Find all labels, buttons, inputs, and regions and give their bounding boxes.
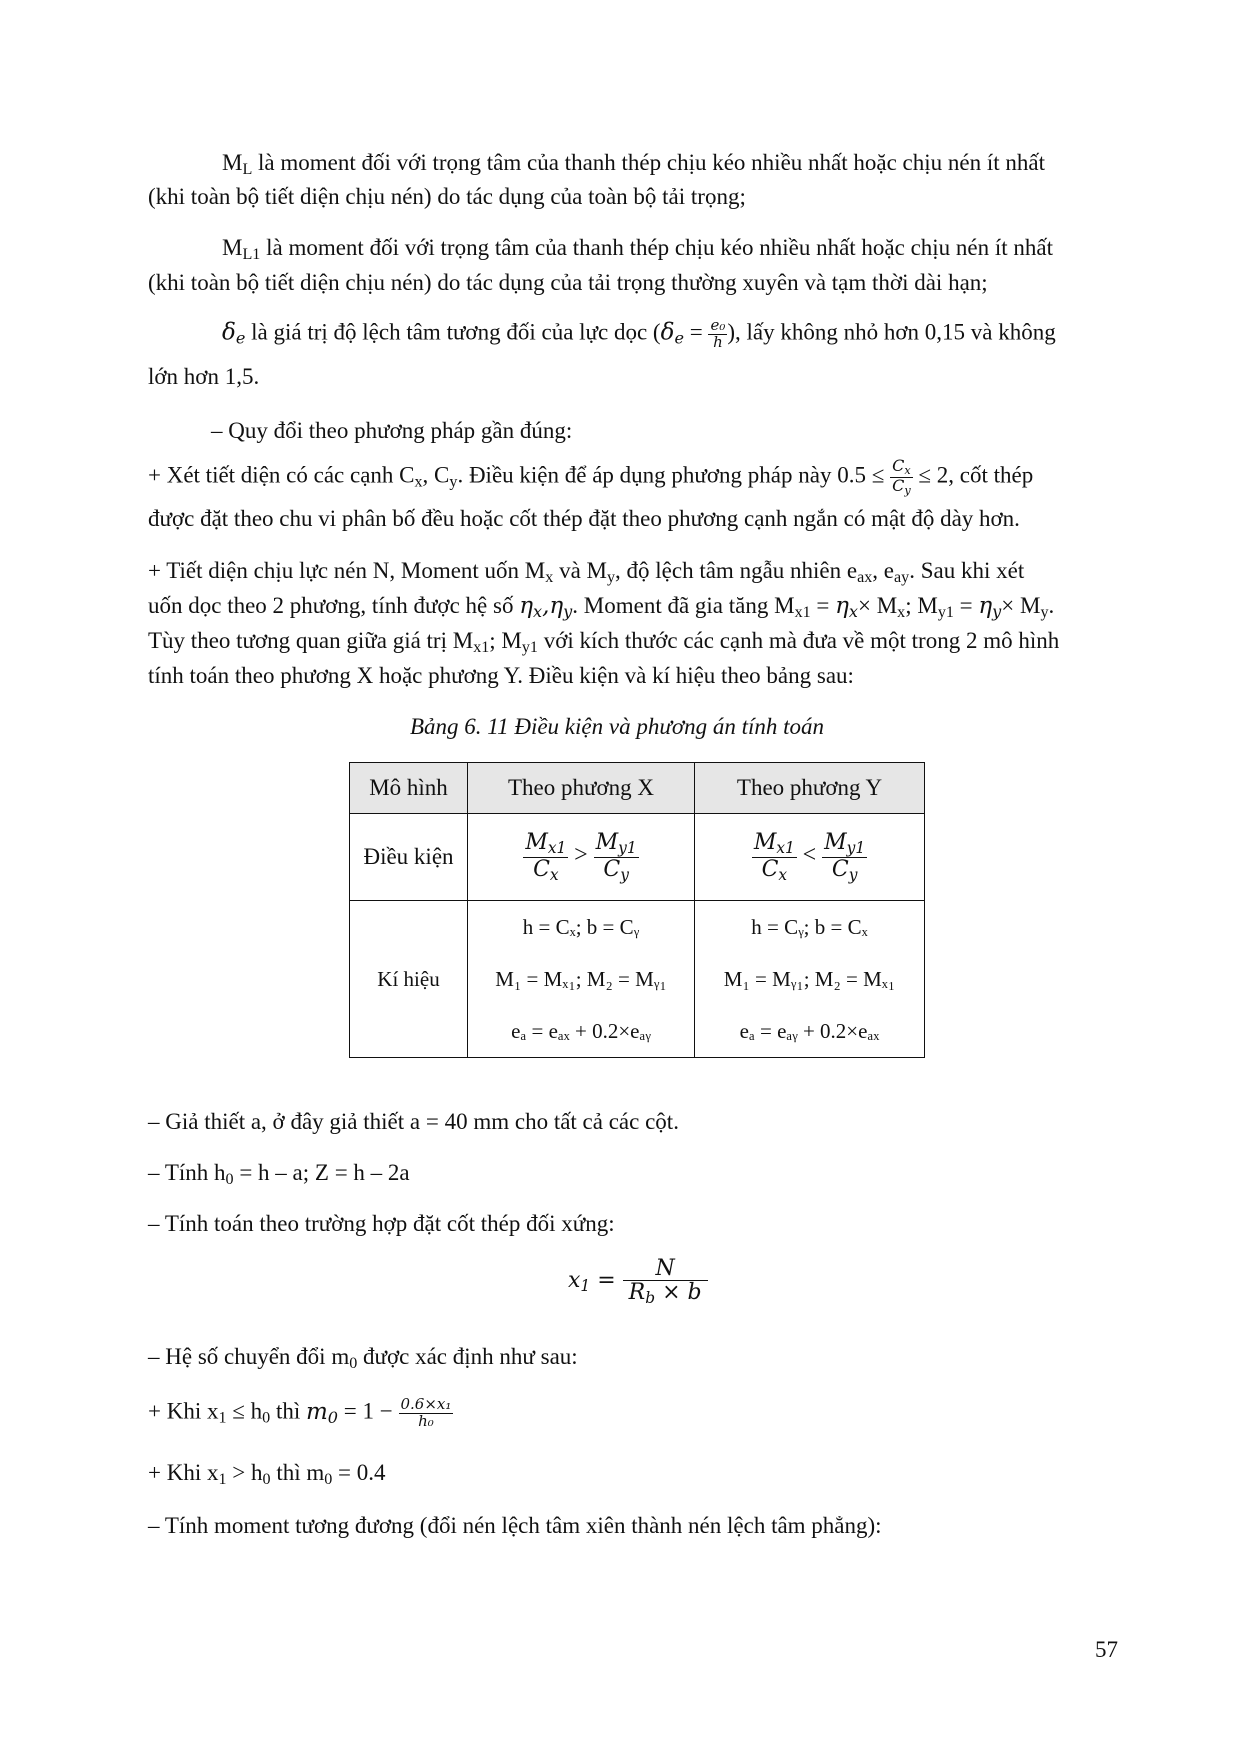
header-x: Theo phương X [468,763,695,814]
symbol-y-hb: h = Cᵧ; b = Cₓ [751,915,868,939]
condition-label: Điều kiện [350,814,468,901]
cx-cy-fraction: $\frac{C_x}{C_y}$ [892,456,911,497]
symbol-y-ea: eₐ = eₐᵧ + 0.2×eₐₓ [739,1019,880,1043]
para-delta-line2: lớn hơn 1,5. [148,364,260,389]
sec1-line2: được đặt theo chu vi phân bố đều hoặc cốt thép đặt theo phương cạnh ngắn có mật độ dày hơn. [148,506,1020,531]
symbols-y [695,901,925,1058]
header-model: Mô hình [350,763,468,814]
condition-x: $\frac{M_{x1}}{C_x}$ > $\frac{M_{y1}}{C_y}$ [468,814,695,901]
step-case2: + Khi $x_1 > h_0$ thì $m_0 = 0.4$ [148,1460,386,1489]
condition-y: $\frac{M_{x1}}{C_x}$ < $\frac{M_{y1}}{C_y}$ [695,814,925,901]
para-ml1-line2: (khi toàn bộ tiết diện chịu nén) do tác dụng của tải trọng thường xuyên và tạm thời dài hạn; [148,270,988,295]
step-m0-intro: – Hệ số chuyển đổi $m_0$ được xác định như sau: [148,1344,578,1373]
table-row-symbols [350,901,925,1058]
sec2-line1: + Tiết diện chịu lực nén N, Moment uốn $M_x$ và $M_y$, độ lệch tâm ngẫu nhiên $e_{ax}$, $e_{ay}$. Sau khi xét [148,558,1025,587]
m0-fraction: $\frac{\text{0.6×x₁}}{\text{h₀}}$ [400,1395,452,1430]
symbol-y-m: M₁ = Mᵧ₁; M₂ = Mₓ₁ [723,967,896,991]
sec2-line3: Tùy theo tương quan giữa giá trị $M_{x1}$; $M_{y1}$ với kích thước các cạnh mà đưa về một trong 2 mô hình [148,628,1060,657]
para-ml-line1: $M_L$ là moment đối với trọng tâm của thanh thép chịu kéo nhiều nhất hoặc chịu nén ít nhất [222,150,1045,179]
symbols-label: Kí hiệu [350,901,468,1058]
x1-formula: $x_1$ = $\frac{N}{R_b \times b}$ [568,1257,708,1306]
para-ml-line2: (khi toàn bộ tiết diện chịu nén) do tác dụng của toàn bộ tải trọng; [148,184,746,209]
symbol-x-m: M₁ = Mₓ₁; M₂ = Mᵧ₁ [495,967,667,991]
symbols-x [468,901,695,1058]
sec2-line2: uốn dọc theo 2 phương, tính được hệ số $\eta_x,\eta_y$. Moment đã gia tăng $M_{x1} = \eta_x\times M_x$; $M_{y1} = \eta_y\times M_y$. [148,593,1055,622]
step-case1: + Khi $x_1 \le h_0$ thì $m_0 = 1$ − $\frac{\text{0.6×x₁}}{\text{h₀}}$ [148,1395,452,1430]
table-row-condition [350,814,925,901]
step-assume-a: – Giả thiết a, ở đây giả thiết a = 40 mm cho tất cả các cột. [148,1109,679,1134]
symbol-x-hb: h = Cₓ; b = Cᵧ [522,915,640,939]
page-number: 57 [1095,1637,1118,1662]
sec1-line1: + Xét tiết diện có các cạnh $C_x$, $C_y$. Điều kiện để áp dụng phương pháp này 0.5 ≤ $\frac{C_x}{C_y}$ ≤ 2, cốt thép [148,456,1034,497]
header-y: Theo phương Y [695,763,925,814]
step-equivalent: – Tính moment tương đương (đổi nén lệch tâm xiên thành nén lệch tâm phẳng): [148,1513,882,1538]
step-h0: – Tính $h_0 = h - a$; Z = h – 2a [148,1160,410,1189]
symbol-x-ea: eₐ = eₐₓ + 0.2×eₐᵧ [511,1019,651,1043]
approx-heading: – Quy đổi theo phương pháp gần đúng: [211,418,573,443]
delta-fraction: $\frac{\text{e₀}}{h}$ [710,316,726,351]
step-symmetric: – Tính toán theo trường hợp đặt cốt thép đối xứng: [148,1211,615,1236]
para-delta-line1: $\delta_e$ là giá trị độ lệch tâm tương đối của lực dọc ($\delta_e$ = $\frac{\text{e₀}}{h}$ ), lấy không nhỏ hơn 0,15 và không [222,316,1056,351]
table-caption: Bảng 6. 11 Điều kiện và phương án tính toán [410,714,825,739]
para-ml1-line1: $M_{L1}$ là moment đối với trọng tâm của thanh thép chịu kéo nhiều nhất hoặc chịu nén ít nhất [222,235,1054,264]
sec2-line4: tính toán theo phương X hoặc phương Y. Điều kiện và kí hiệu theo bảng sau: [148,663,854,688]
conditions-table [349,762,925,1058]
table-header-row [350,763,925,814]
